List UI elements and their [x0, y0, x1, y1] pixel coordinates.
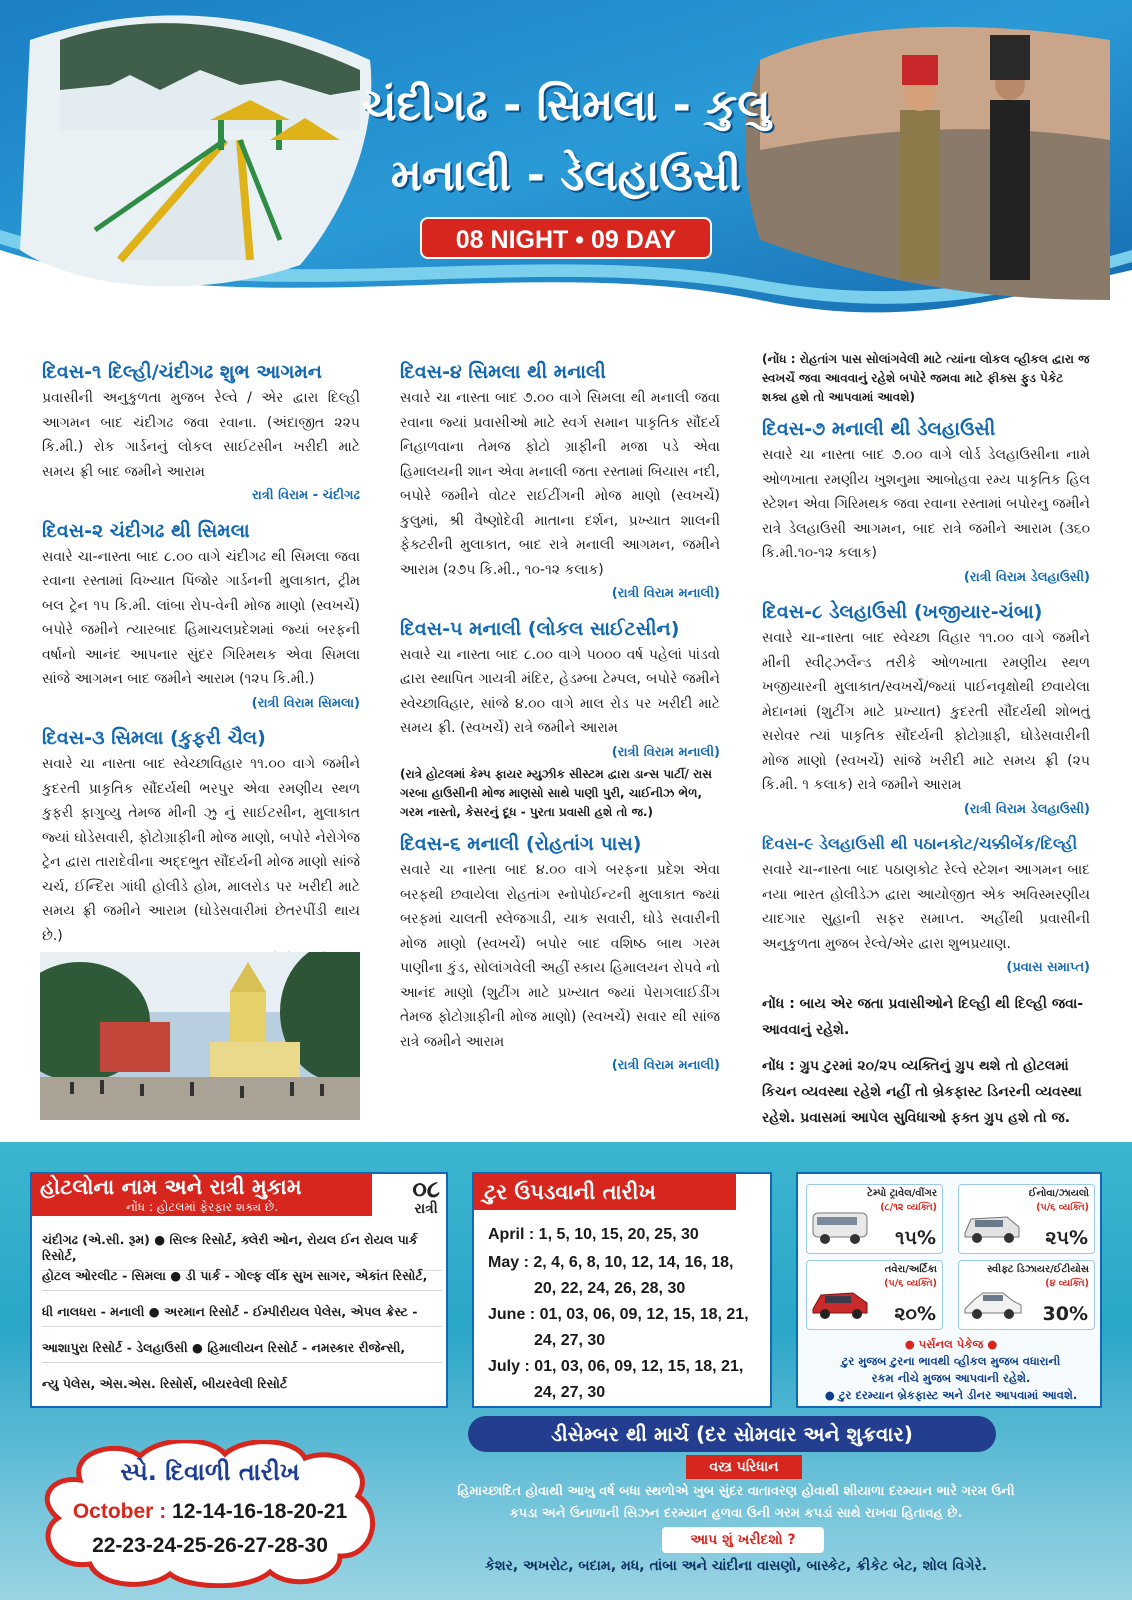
vehicle-price: 30%: [1042, 1303, 1088, 1325]
vehicle-capacity: (૪ વ્યક્તિ): [1045, 1278, 1089, 1289]
day-5-heading: દિવસ-૫ મનાલી (લોકલ સાઈટસીન): [400, 617, 680, 640]
day-1-heading: દિવસ-૧ દિલ્હી/ચંદીગઢ શુભ આગમન: [42, 361, 322, 383]
day-5-text: સવારે ચા નાસ્તા બાદ ૮.૦૦ વાગે ૫૦૦૦ વર્ષ પહેલાં પાંડવો દ્વારા સ્થાપિત ગાયત્રી મંદિર, હેડમ્બા ટેમ્પલ, બપોરે જમીને સ્વેચ્છાવિહાર, સાંજે ૪.૦૦ વાગે માલ રોડ પર ખરીદી માટે સમય ફ્રી. (સ્વખર્ચે) રાત્રે જમીને આરામ: [400, 646, 720, 736]
departure-title: ટુર ઉપડવાની તારીખ: [474, 1174, 736, 1210]
diwali-line2: 22-23-24-25-26-27-28-30: [92, 1534, 328, 1557]
mpv-icon: [811, 1283, 871, 1323]
day-4-text: સવારે ચા નાસ્તા બાદ ૭.૦૦ વાગે સિમલા થી મનાલી જવા રવાના જ્યાં પ્રવાસીઓ માટે સ્વર્ગ સમાન પાકૃતિક સૌંદર્ય નિહાળવાના તેમજ ફોટો ગ્રાફીની મજા પડે એવા હિમાલયની શાન એવા મનાલી જતા રસ્તામાં બિયાસ નદી, બપોરે જમીને વોટર રાઈટીંગની મોજ માણો (સ્વખર્ચે) કુલુમાં, શ્રી વૈષ્ણોદેવી માતાના દર્શન, પ્રખ્યાત શાલની ફેક્ટરીની મુલાકાત, બાદ રાત્રે મનાલી આગમન, જમીને આરામ (૨૭૫ કિ.મી., ૧૦-૧૨ કલાક): [400, 390, 720, 578]
group-tour-note: નોંધ : ગ્રુપ ટુરમાં ૨૦/૨૫ વ્યક્તિનું ગ્રુપ થશે તો હોટલમાં કિચન વ્યવસ્થા રહેશે નહીં તો બ્રેકફાસ્ટ ડિનરની વ્યવસ્થા રહેશે. પ્રવાસમાં આપેલ સુવિધાઓ ફક્ત ગ્રુપ હશે તો જ.: [762, 1057, 1082, 1126]
day-3-heading: દિવસ-૩ સિમલા (કુફરી ચૈલ): [42, 727, 266, 749]
date-row-april: [488, 1222, 768, 1248]
vehicle-price: ૨૦%: [894, 1303, 936, 1325]
hotel-row: ચંદીગઢ (એ.સી. રૂમ) ● સિલ્ક રિસોર્ટ, ક્લેરી ઓન, રોયલ ઈન રોયલ પાર્ક રિસોર્ટ,: [42, 1232, 442, 1271]
shopping-title: આપ શું ખરીદશો ?: [662, 1527, 824, 1553]
clothing-line: હિમાચ્છાદિત હોવાથી આખુ વર્ષ બધા સ્થળોએ ખુબ સુંદર વાતાવરણ હોવાથી શીયાળા દરમ્યાન ભારે ગરમ ઉની: [457, 1484, 1015, 1499]
personal-package: [804, 1336, 1098, 1404]
header-banner: [0, 0, 1132, 330]
nights-count: [412, 1176, 440, 1216]
day-6-heading: દિવસ-૬ મનાલી (રોહતાંગ પાસ): [400, 833, 642, 855]
day-4-heading: દિવસ-૪ સિમલા થી મનાલી: [400, 361, 606, 383]
day-1-night: રાત્રી વિરામ - ચંદીગઢ: [251, 488, 360, 503]
hotels-header: [32, 1174, 372, 1216]
hotel-row: ધી નાલધરા - મનાલી ● અરમાન રિસોર્ટ - ઈમ્પીરીયલ પેલેસ, એપલ ક્રેસ્ટ -: [42, 1304, 442, 1327]
van-icon: [811, 1207, 871, 1247]
date-line: July : 01, 03, 06, 09, 12, 15, 18, 21,: [488, 1358, 744, 1375]
vehicle-name: સ્વીફ્ટ ડિઝાયર/ઈટીયોસ: [987, 1264, 1089, 1275]
vehicle-capacity: (૫/૬ વ્યક્તિ): [884, 1278, 937, 1289]
shopping-text: કેશર, અખરોટ, બદામ, મધ, તાંબા અને ચાંદીના વાસણો, બાસ્કેટ, ક્રીકેટ બેટ, શોલ વિગેરે.: [484, 1558, 988, 1574]
hotel-row: ન્યુ પેલેસ, એસ.એસ. રિસોર્સ, બીયરવેલી રિસોર્ટ: [42, 1376, 288, 1391]
date-line: April : 1, 5, 10, 15, 20, 25, 30: [488, 1226, 699, 1243]
departure-dates-box: [472, 1172, 772, 1408]
day-7-heading: દિવસ-૭ મનાલી થી ડેલહાઉસી: [762, 418, 996, 440]
day-8-heading: દિવસ-૮ ડેલહાઉસી (ખજીયાર-ચંબા): [762, 601, 1043, 623]
nights-label: રાત્રી: [414, 1201, 438, 1217]
rohtang-note: (નોંધ : રોહતાંગ પાસ સોલાંગવેલી માટે ત્યાંના લોકલ વ્હીકલ દ્વારા જ સ્વખર્ચે જવા આવવાનું રહેશે બપોરે જમવા માટે ફીક્સ ફુડ પેકેટ શક્ય હશે તો આપવામાં આવશે): [762, 352, 1090, 404]
hotel-row: હોટલ ઓરલીટ - સિમલા ● ડી પાર્ક - ગોલ્ફ લીંક સુખ સાગર, એકાંત રિસોર્ટ,: [42, 1268, 442, 1291]
hotels-box: [30, 1172, 448, 1408]
day-8-text: સવારે ચા-નાસ્તા બાદ સ્વેચ્છા વિહાર ૧૧.૦૦ વાગે જમીને મીની સ્વીટ્ઝર્લેન્ડ તરીકે ઓળખાતા રમણીય સ્થળ ખજીયારની મુલાકાત/સ્વખર્ચે/જ્યાં પાઈનવૃક્ષોથી છવાયેલા મેદાનમાં (શુટીંગ માટે પ્રખ્યાત) કુદરતી સૌંદર્યથી શોભતું સરોવર ત્યાં પાકૃતિક સૌંદર્યની ફોટોગ્રાફી, ઘોડેસવારીની મોજ માણો (સ્વખર્ચે) સાંજે ખરીદી માટે સમય ફ્રી (૨૫ કિ.મી. ૧ કલાક) રાત્રે જમીને આરામ: [762, 630, 1090, 793]
date-row-may: [488, 1250, 768, 1302]
itinerary-column-3: [762, 350, 1090, 1131]
diwali-dates1: 12-14-16-18-20-21: [172, 1500, 348, 1523]
day-5-night: (રાત્રી વિરામ મનાલી): [611, 744, 720, 760]
vehicle-card-swift: [958, 1260, 1095, 1330]
vehicle-price: ૧૫%: [895, 1227, 936, 1249]
shimla-church-photo: [40, 952, 360, 1120]
day-6-night: (રાત્રી વિરામ મનાલી): [611, 1058, 720, 1073]
vehicle-pricing-box: [796, 1172, 1102, 1408]
day-5-note: (રાત્રે હોટલમાં કેમ્પ ફાયર મ્યુઝીક સીસ્ટમ દ્વારા ડાન્સ પાર્ટી/ રાસ ગરબા હાઉસીની મોજ માણસો સાથે પાણી પુરી, ચાઈનીઝ ભેળ, ગરમ નાસ્તો, કેસરનું દૂધ - પુરતા પ્રવાસી હશે તો જ.): [400, 767, 712, 819]
vehicle-capacity: (૫/૬ વ્યક્તિ): [1036, 1202, 1089, 1213]
december-march-banner: ડીસેમ્બર થી માર્ચ (દર સોમવાર અને શુક્રવાર): [468, 1416, 996, 1452]
package-line: ટુર મુજબ ટુરના ભાવથી વ્હીકલ મુજબ વધારાની: [841, 1354, 1061, 1368]
day-2-heading: દિવસ-૨ ચંદીગઢ થી સિમલા: [42, 519, 250, 542]
date-line: May : 2, 4, 6, 8, 10, 12, 14, 16, 18,: [488, 1254, 734, 1271]
nights-number: ૦૮: [412, 1175, 440, 1203]
day-9-text: સવારે ચા-નાસ્તા બાદ પઠાણકોટ રેલ્વે સ્ટેશન આગમન બાદ નયા ભારત હોલીડેઝ દ્વારા આયોજીત એક અવિસ્મરણીય યાદગાર સુહાની સફર સમાપ્ત. અહીંથી પ્રવાસીની અનુકુળતા મુજબ રેલ્વે/એર દ્વારા શુભપ્રયાણ.: [762, 862, 1090, 952]
vehicle-card-tavera: [806, 1260, 943, 1330]
day-2-text: સવારે ચા-નાસ્તા બાદ ૮.૦૦ વાગે ચંદીગઢ થી સિમલા જવા રવાના રસ્તામાં વિખ્યાત પિંજોર ગાર્ડનની મુલાકાત, ટ્રીમ બલ ટ્રેન ૧૫ કિ.મી. લાંબા રોપ-વેની મોજ માણો (સ્વખર્ચે) બપોરે જમીને ત્યારબાદ હિમાચલપ્રદેશમાં જ્યાં બરફની વર્ષાનો આનંદ આપનાર સુંદર ગિરિમથક એવા સિમલા સાંજે આગમન બાદ જમીને આરામ (૧૨૫ કિ.મી.): [42, 548, 360, 687]
clothing-text: [400, 1481, 1072, 1525]
suv-icon: [963, 1207, 1023, 1247]
clothing-line: કપડા અને ઉનાળાની સિઝન દરમ્યાન હળવા ઉની ગરમ કપડાં સાથે રાખવા હિતાવહ છે.: [509, 1506, 963, 1521]
vehicle-card-innova: [958, 1184, 1095, 1254]
hotels-subtitle: નોંધ : હોટલમાં ફેરફાર શક્ય છે.: [125, 1200, 279, 1214]
diwali-month: October :: [72, 1500, 167, 1523]
clothing-title: વસ્ત્ર પરિધાન: [686, 1455, 802, 1479]
date-line-cont: 20, 22, 24, 26, 28, 30: [534, 1280, 686, 1297]
sedan-icon: [963, 1283, 1023, 1323]
day-3-text: સવારે ચા નાસ્તા બાદ સ્વેચ્છાવિહાર ૧૧.૦૦ વાગે જમીને કુદરતી પ્રાકૃતિક સૌંદર્યથી ભરપુર એવા રમણીય સ્થળ કુફરી ફાગુવ્યુ તેમજ મીની ઝુ નું સાઈટસીન, મુલાકાત જ્યાં ઘોડેસવારી, ફોટોગ્રાફીની મોજ માણો, બપોરે નેરોગેજ ટ્રેન દ્વારા તારાદેવીના અદ્દભુત સૌંદર્યની મોજ માણો સાંજે ચર્ચ, ઈન્દિરા ગાંધી હોલીડે હોમ, માલરોડ પર ખરીદી માટે સમય ફ્રી જમીને આરામ (ઘોડેસવારીમાં છેતરપીંડી થાય છે.): [42, 756, 360, 944]
day-6-text: સવારે ચા નાસ્તા બાદ ૪.૦૦ વાગે બરફના પ્રદેશ એવા બરફથી છવાયેલા રોહતાંગ સ્નોપોઈન્ટની મુલાકાત જ્યાં બરફમાં ચાલતી સ્લેજગાડી, યાક સવારી, ઘોડે સવારીની મોજ માણો (સ્વખર્ચે) બપોર બાદ વશિષ્ઠ બાથ ગરમ પાણીના કુંડ, સોલાંગવેલી અહીં સ્કાય હિમાલયન રોપવે નો આનંદ માણો (શુટીંગ માટે પ્રખ્યાત જ્યાં પેરાગલાઈડીંગ તેમજ ફોટોગ્રાફીની મોજ માણો) (સ્વખર્ચે) સવાર થી સાંજ રાત્રે જમીને આરામ: [400, 862, 720, 1050]
vehicle-price: ૨૫%: [1045, 1227, 1088, 1249]
title-line2: મનાલી - ડેલહાઉસી: [390, 150, 742, 201]
hotel-row: આશાપુરા રિસોર્ટ - ડેલહાઉસી ● હિમાલીયન રિસોર્ટ - નમસ્કાર રીજેન્સી,: [42, 1340, 442, 1363]
diwali-line1: [40, 1500, 380, 1524]
vehicle-name: તવેરા/અર્ટિકા: [884, 1264, 937, 1275]
day-7-night: (રાત્રી વિરામ ડેલહાઉસી): [963, 569, 1090, 585]
day-1-text: પ્રવાસીની અનુકુળતા મુજબ રેલ્વે / એર દ્વારા દિલ્હી આગમન બાદ ચંદીગઢ જવા રવાના. (અંદાજીત ૨૨૫ કિ.મી.) રોક ગાર્ડનનું લોકલ સાઈટસીન ખરીદી માટે સમય ફ્રી બાદ જમીને આરામ: [42, 390, 360, 480]
diwali-title: સ્પે. દિવાળી તારીખ: [120, 1458, 300, 1486]
date-row-june: [488, 1302, 768, 1354]
hotels-title: હોટલોના નામ અને રાત્રી મુકામ: [40, 1175, 302, 1199]
duration-badge: 08 NIGHT • 09 DAY: [420, 217, 712, 259]
diwali-dates: [40, 1440, 380, 1588]
date-row-july: [488, 1354, 768, 1406]
date-line-cont: 24, 27, 30: [534, 1332, 606, 1349]
vehicle-name: ઈનોવા/ઝાયલો: [1028, 1188, 1089, 1199]
day-8-night: (રાત્રી વિરામ ડેલહાઉસી): [963, 801, 1090, 817]
day-2-night: (રાત્રી વિરામ સિમલા): [251, 695, 360, 711]
air-travel-note: નોંધ : બાય એર જતા પ્રવાસીઓને દિલ્હી થી દિલ્હી જવા-આવવાનું રહેશે.: [762, 995, 1084, 1038]
vehicle-card-tempo: [806, 1184, 943, 1254]
vehicle-name: ટેમ્પો ટ્રાવેલ/વીંગર: [867, 1188, 937, 1199]
package-line: રકમ નીચે મુજબ આપવાની રહેશે.: [871, 1371, 1031, 1385]
day-4-night: (રાત્રી વિરામ મનાલી): [611, 586, 720, 601]
itinerary-column-2: [400, 350, 720, 1079]
day-9-heading: દિવસ-૯ ડેલહાઉસી થી પઠાનકોટ/ચક્કીબેંક/દિલ્હી: [762, 834, 1078, 853]
date-line: June : 01, 03, 06, 09, 12, 15, 18, 21,: [488, 1306, 749, 1323]
date-line-cont: 24, 27, 30: [534, 1384, 606, 1401]
itinerary-column-1: [42, 350, 360, 973]
package-title: ● પર્સનલ પેકેજ ●: [904, 1337, 998, 1351]
day-9-night: (પ્રવાસ સમાપ્ત): [1006, 960, 1090, 975]
package-line: ● ટુર દરમ્યાન બ્રેકફાસ્ટ અને ડીનર આપવામાં આવશે.: [824, 1388, 1078, 1402]
vehicle-capacity: (૮/૧૨ વ્યક્તિ): [880, 1202, 937, 1213]
title-line1: ચંદીગઢ - સિમલા - કુલુ: [361, 80, 771, 131]
day-7-text: સવારે ચા નાસ્તા બાદ ૭.૦૦ વાગે લોર્ડ ડેલહાઉસીના નામે ઓળખાતા રમણીય ખુશનુમા આબોહવા રમ્ય પાકૃતિક હિલ સ્ટેશન એવા ગિરિમથક જવા રવાના રસ્તામાં બપોરનુ જમીને રાત્રે ડેલહાઉસી આગમન, બાદ રાત્રે જમીને આરામ (૩૬૦ કિ.મી.૧૦-૧૨ કલાક): [762, 447, 1090, 561]
